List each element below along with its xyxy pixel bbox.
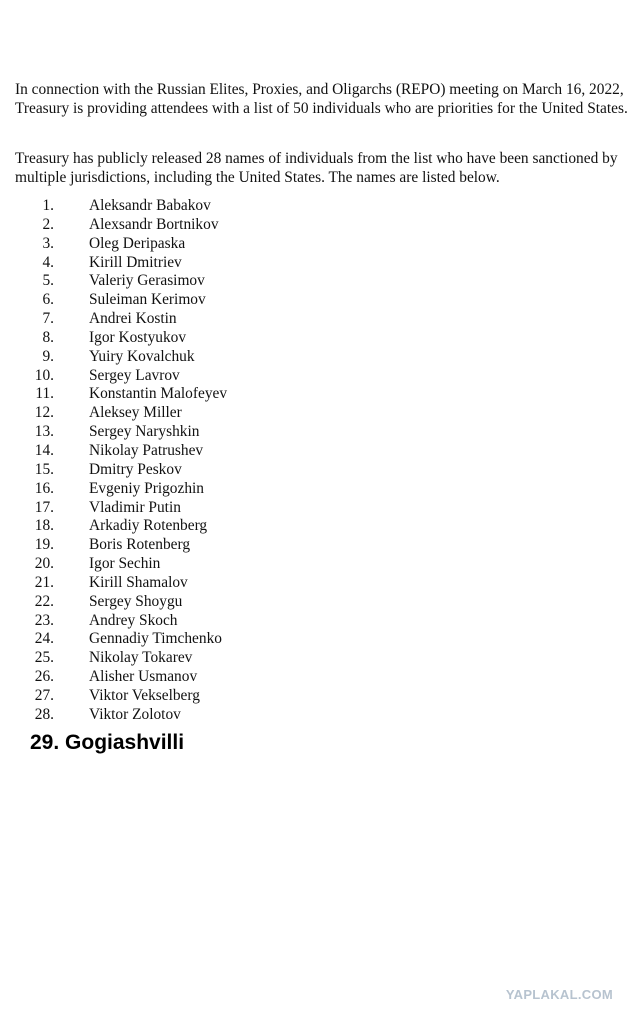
list-name: Igor Kostyukov (89, 328, 187, 346)
list-name: Nikolay Patrushev (89, 441, 204, 459)
list-item (0, 630, 640, 649)
list-number: 19. (34, 536, 54, 554)
list-number: 27. (34, 686, 54, 704)
list-number: 10. (34, 366, 54, 384)
list-item (0, 216, 640, 235)
list-item (0, 367, 640, 386)
list-name: Sergey Shoygu (89, 592, 183, 610)
list-item (0, 310, 640, 329)
list-name: Aleksey Miller (89, 404, 182, 422)
list-number: 5. (42, 272, 54, 290)
list-name: Viktor Zolotov (89, 705, 181, 723)
list-number: 23. (34, 611, 54, 629)
list-name: Arkadiy Rotenberg (89, 517, 208, 535)
list-name: Suleiman Kerimov (89, 291, 206, 309)
list-name: Dmitry Peskov (89, 460, 182, 478)
list-number: 17. (34, 498, 54, 516)
list-number: 8. (42, 328, 54, 346)
added-entry: 29. Gogiashvilli (30, 731, 185, 754)
list-number: 3. (42, 234, 54, 252)
list-name: Boris Rotenberg (89, 536, 191, 554)
list-number: 15. (34, 460, 54, 478)
list-item (0, 593, 640, 612)
list-item (0, 480, 640, 499)
list-item (0, 197, 640, 216)
list-item (0, 329, 640, 348)
list-item (0, 385, 640, 404)
list-number: 28. (34, 705, 54, 723)
list-item (0, 555, 640, 574)
list-item (0, 517, 640, 536)
list-number: 20. (34, 555, 54, 573)
list-item (0, 687, 640, 706)
list-name: Evgeniy Prigozhin (89, 479, 204, 497)
list-item (0, 668, 640, 687)
list-name: Nikolay Tokarev (89, 649, 193, 667)
list-name: Oleg Deripaska (89, 234, 186, 252)
list-name: Aleksandr Babakov (89, 197, 211, 214)
list-name: Sergey Naryshkin (89, 423, 200, 441)
list-item (0, 499, 640, 518)
list-number: 22. (34, 592, 54, 610)
list-number: 16. (34, 479, 54, 497)
list-item (0, 272, 640, 291)
list-item (0, 291, 640, 310)
list-item (0, 348, 640, 367)
list-name: Sergey Lavrov (89, 366, 180, 384)
list-number: 21. (34, 573, 54, 591)
list-item (0, 423, 640, 442)
list-name: Vladimir Putin (89, 498, 181, 516)
list-item (0, 649, 640, 668)
list-name: Viktor Vekselberg (89, 686, 200, 704)
list-number: 9. (42, 347, 54, 365)
list-number: 4. (42, 253, 54, 271)
list-item (0, 461, 640, 480)
list-name: Yuiry Kovalchuk (89, 347, 195, 365)
list-item (0, 536, 640, 555)
list-item (0, 574, 640, 593)
list-item (0, 404, 640, 423)
list-name: Andrei Kostin (89, 310, 177, 328)
list-item (0, 235, 640, 254)
list-name: Konstantin Malofeyev (89, 385, 228, 403)
list-number: 2. (42, 215, 54, 233)
list-number: 13. (34, 423, 54, 441)
list-number: 24. (34, 630, 54, 648)
list-name: Alisher Usmanov (89, 668, 198, 686)
list-name: Kirill Dmitriev (89, 253, 182, 271)
list-item (0, 706, 640, 725)
list-name: Andrey Skoch (89, 611, 178, 629)
list-item (0, 612, 640, 631)
list-number: 1. (42, 197, 54, 214)
list-name: Igor Sechin (89, 555, 161, 573)
list-name: Alexsandr Bortnikov (89, 215, 219, 233)
intro-paragraph: In connection with the Russian Elites, Proxies, and Oligarchs (REPO) meeting on March 16, 2022, Treasury is providing attendees with a list of 50 individuals who are priorities for the United States. (15, 81, 628, 117)
list-number: 12. (34, 404, 54, 422)
list-name: Valeriy Gerasimov (89, 272, 205, 290)
list-name: Kirill Shamalov (89, 573, 188, 591)
list-number: 6. (42, 291, 54, 309)
watermark: YAPLAKAL.COM (505, 987, 613, 1002)
list-number: 26. (34, 668, 54, 686)
list-number: 18. (34, 517, 54, 535)
release-paragraph: Treasury has publicly released 28 names of individuals from the list who have been sanctioned by multiple jurisdictions, including the United States. The names are listed below. (15, 150, 618, 186)
list-number: 7. (42, 310, 54, 328)
list-number: 11. (35, 385, 54, 403)
list-name: Gennadiy Timchenko (89, 630, 222, 648)
list-item (0, 254, 640, 273)
list-number: 14. (34, 441, 54, 459)
list-number: 25. (34, 649, 54, 667)
sanctioned-names-list (0, 197, 640, 725)
list-item (0, 442, 640, 461)
